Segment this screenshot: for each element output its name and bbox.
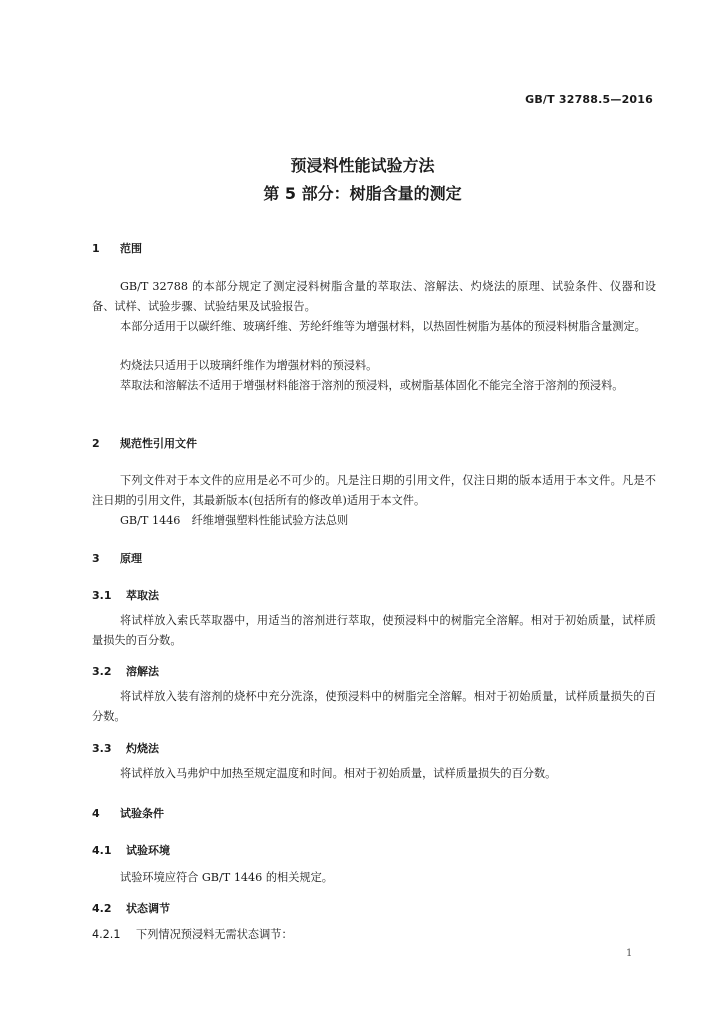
subsection-title: 状态调节: [126, 902, 170, 915]
subsection-number: 3.3: [92, 742, 112, 755]
section-title: 试验条件: [120, 807, 164, 820]
paragraph: 将试样放入装有溶剂的烧杯中充分洗涤，使预浸料中的树脂完全溶解。相对于初始质量，试样质量损失的百分数。: [92, 690, 656, 723]
paragraph: 将试样放入马弗炉中加热至规定温度和时间。相对于初始质量，试样质量损失的百分数。: [120, 767, 557, 780]
subsection-heading-4-2: [92, 900, 170, 916]
document-subtitle: 第 5 部分：树脂含量的测定: [263, 184, 462, 203]
subsection-title: 溶解法: [126, 665, 159, 678]
subsection-heading-3-2: [92, 663, 159, 679]
section-heading-1: [92, 240, 142, 256]
subsection-number: 4.1: [92, 844, 112, 857]
document-title: 预浸料性能试验方法: [290, 156, 435, 175]
section-title: 原理: [120, 552, 142, 565]
subsection-heading-3-3: [92, 740, 159, 756]
section-heading-4: [92, 805, 164, 821]
standard-code: GB/T 32788.5—2016: [525, 93, 653, 106]
clause-number: 4.2.1: [92, 928, 121, 941]
section-number: 3: [92, 552, 100, 565]
paragraph: 萃取法和溶解法不适用于增强材料能溶于溶剂的预浸料，或树脂基体固化不能完全溶于溶剂的预浸料。: [120, 379, 624, 392]
clause-text: 下列情况预浸料无需状态调节：: [136, 928, 293, 941]
subsection-title: 灼烧法: [126, 742, 159, 755]
clause-4-2-1: [92, 926, 293, 942]
page-number: 1: [626, 948, 633, 959]
subsection-number: 3.1: [92, 589, 112, 602]
section-heading-3: [92, 550, 142, 566]
paragraph: 下列文件对于本文件的应用是必不可少的。凡是注日期的引用文件，仅注日期的版本适用于本文件。凡是不注日期的引用文件，其最新版本(包括所有的修改单)适用于本文件。: [92, 474, 656, 507]
section-number: 4: [92, 807, 100, 820]
subsection-title: 试验环境: [126, 844, 170, 857]
section-title: 范围: [120, 242, 142, 255]
paragraph: 本部分适用于以碳纤维、玻璃纤维、芳纶纤维等为增强材料，以热固性树脂为基体的预浸料树脂含量测定。: [120, 320, 646, 333]
section-heading-2: [92, 435, 197, 451]
paragraph: 试验环境应符合 GB/T 1446 的相关规定。: [120, 871, 333, 884]
subsection-title: 萃取法: [126, 589, 159, 602]
section-title: 规范性引用文件: [120, 437, 197, 450]
section-number: 1: [92, 242, 100, 255]
paragraph: 将试样放入索氏萃取器中，用适当的溶剂进行萃取，使预浸料中的树脂完全溶解。相对于初始质量，试样质量损失的百分数。: [92, 614, 656, 647]
subsection-heading-4-1: [92, 842, 170, 858]
subsection-heading-3-1: [92, 587, 159, 603]
paragraph: GB/T 32788 的本部分规定了测定浸料树脂含量的萃取法、溶解法、灼烧法的原理、试验条件、仪器和设备、试样、试验步骤、试验结果及试验报告。: [92, 280, 656, 313]
reference-item: GB/T 1446 纤维增强塑料性能试验方法总则: [120, 514, 349, 527]
subsection-number: 3.2: [92, 665, 112, 678]
section-number: 2: [92, 437, 100, 450]
paragraph: 灼烧法只适用于以玻璃纤维作为增强材料的预浸料。: [120, 359, 378, 372]
subsection-number: 4.2: [92, 902, 112, 915]
